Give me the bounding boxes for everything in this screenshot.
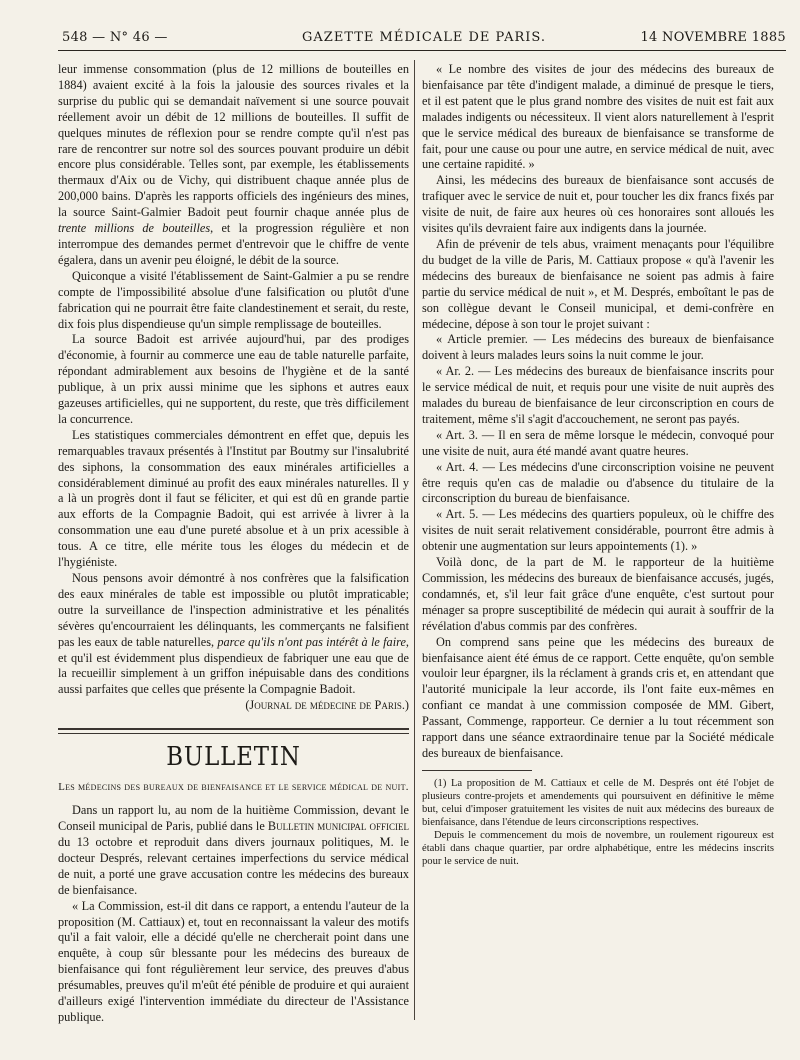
footnote bbox=[422, 777, 774, 868]
column-divider bbox=[414, 60, 415, 1020]
paragraph: « Art. 5. — Les médecins des quartiers populeux, où le chiffre des visites de nuit serait relativement considérable, pourront être admis à obtenir une augmentation sur leurs appointements (1). » bbox=[422, 507, 774, 554]
paragraph: « Article premier. — Les médecins des bureaux de bienfaisance doivent à leurs malades leurs soins la nuit comme le jour. bbox=[422, 332, 774, 363]
page-number: 548 — N° 46 — bbox=[62, 30, 168, 45]
paragraph: Nous pensons avoir démontré à nos confrères que la falsification des eaux minérales de table est impossible ou plutôt impraticable; outre la surveillance de l'inspection administrative et les pénalités sévères qu'encourraient les délinquants, les commerçants ne falsifient pas les eaux de table naturelles, parce qu'ils n'ont pas intérêt à le faire, et qu'il est évidemment plus dispendieux de fabriquer une eau que de la recueillir simplement à un griffon inépuisable dans des conditions aussi parfaites que celles que présente la Compagnie Badoit. bbox=[58, 571, 409, 697]
right-column bbox=[422, 62, 774, 868]
bulletin-heading: BULLETIN bbox=[166, 742, 301, 773]
paragraph: Les statistiques commerciales démontrent en effet que, depuis les remarquables travaux présentés à l'Institut par Boutmy sur l'insalubrité des siphons, la consommation des eaux minérales artificielles a considérablement diminué au profit des eaux minérales naturelles. Il y a là un progrès dont il faut se féliciter, et qui est dû en grande partie aux efforts de la Compagnie Badoit, qui est arrivée à livrer à la consommation une eau d'une pureté absolue et à un prix acessible à tous. A ce titre, elle mérite tous les éloges du médecin et de l'hygiéniste. bbox=[58, 427, 409, 570]
paragraph: Quiconque a visité l'établissement de Saint-Galmier a pu se rendre compte de l'impossibilité absolue d'une falsification ou plutôt d'une fabrication qui ne pourrait être faite clandestinement et serait, du reste, dix fois plus dispendieuse qu'un simple remplissage de bouteilles. bbox=[58, 268, 409, 331]
page-header bbox=[62, 30, 786, 50]
paragraph: Ainsi, les médecins des bureaux de bienfaisance sont accusés de trafiquer avec le service de nuit et, pour toucher les dix francs fixés par visite de nuit, de faire aux heures où ces honoraires sont alloués les visites qu'ils devraient faire aux indigents dans la journée. bbox=[422, 173, 774, 236]
paragraph: On comprend sans peine que les médecins des bureaux de bienfaisance aient été émus de ce rapport. Cette enquête, qu'on semble vouloir leur épargner, ils la réclament à grands cris et, en attendant que l'autorité municipale la leur accorde, ils l'ont faite eux-mêmes en confiant ce mandat à une commission composée de MM. Gibert, Passant, Commenge, rapporteur. Ce dernier a lu tout récemment son rapport dans une séance extraordinaire tenue par la Société médicale des bureaux de bienfaisance. bbox=[422, 634, 774, 760]
paragraph: Voilà donc, de la part de M. le rapporteur de la huitième Commission, les médecins des bureaux de bienfaisance accusés, jugés, condamnés, et, s'il leur fait grâce d'une enquête, c'est surtout pour ménager sa propre susceptibilité de médecin qui aurait à souffrir de la révélation d'abus commis par des confrères. bbox=[422, 555, 774, 633]
header-rule bbox=[58, 50, 786, 51]
paragraph: Afin de prévenir de tels abus, vraiment menaçants pour l'équilibre du budget de la ville de Paris, M. Cattiaux propose « qu'à l'avenir les médecins des bureaux de bienfaisance ne soient pas admis à faire partie du service médical de nuit », et M. Després, emboîtant le pas de son collègue devant le Conseil municipal, et demi-confrère en médecine, dépose à son tour le projet suivant : bbox=[422, 236, 774, 331]
article-title: Les médecins des bureaux de bienfaisance et le service médical de nuit. bbox=[58, 781, 409, 794]
footnote-text: (1) La proposition de M. Cattiaux et celle de M. Després ont été l'objet de plusieurs contre-projets et amendements qui poursuivent en définitive le même but, celui d'imposer gratuitement les visites de nuit aux médecins des bureaux de bienfaisance, dans l'étendue de leurs circonscriptions respectives. bbox=[422, 777, 774, 828]
paragraph: leur immense consommation (plus de 12 millions de bouteilles en 1884) avaient excité à la fois la jalousie des sources rivales et la surprise du public qui se demandait naïvement si une source pouvait réellement avoir un débit de 12 millions de bouteilles. Il suffit de quelques minutes de réflexion pour se rendre compte qu'il n'est pas rare de rencontrer sur notre sol des sources pouvant produire un débit encore plus considérable. Telles sont, par exemple, les établissements thermaux d'Aix ou de Vichy, qui distribuent chaque année plus de 200,000 bains. D'après les rapports officiels des ingénieurs des mines, la source Saint-Galmier Badoit peut fournir chaque année plus de trente millions de bouteilles, et la progression régulière et non interrompue des demandes permet d'entrevoir que le chiffre de vente égalera, dans un avenir peu éloigné, le débit de la source. bbox=[58, 62, 409, 267]
section-divider bbox=[58, 728, 409, 734]
paragraph: « Art. 3. — Il en sera de même lorsque le médecin, convoqué pour une visite de nuit, aura été mandé avant quatre heures. bbox=[422, 427, 774, 458]
paragraph: « Ar. 2. — Les médecins des bureaux de bienfaisance inscrits pour le service médical de nuit, et requis pour une visite de nuit auprès des malades du bureau de bienfaisance de leur circonscription en cours de traitement, même s'il s'agit d'accouchement, ne seront pas payés. bbox=[422, 364, 774, 426]
paragraph: Dans un rapport lu, au nom de la huitième Commission, devant le Conseil municipal de Paris, publié dans le Bulletin municipal officiel du 13 octobre et reproduit dans divers journaux politiques, M. le docteur Després, relevant certaines imperfections du service médical de nuit, a porté une grave accusation contre les médecins des bureaux de bienfaisance. bbox=[58, 803, 409, 897]
footnote-rule bbox=[422, 770, 532, 771]
source-signature: (Journal de médecine de Paris.) bbox=[245, 698, 409, 713]
paragraph: « Le nombre des visites de jour des médecins des bureaux de bienfaisance par tête d'indigent malade, a diminué de presque le tiers, et il est patent que le plus grand nombre des visites de nuit est fait aux malades indigents ou nécessiteux. Il vient alors naturellement à l'esprit que le service médical des bureaux de bienfaisance se transforme de fait, pour une cause ou pour une autre, en service médical de nuit, avec une certaine rapidité. » bbox=[422, 62, 774, 172]
paragraph: La source Badoit est arrivée aujourd'hui, par des prodiges d'économie, à fournir au commerce une eau de table naturelle parfaite, répondant admirablement aux besoins de l'hygiène et de la santé publique, à un prix aussi minime que les siphons et autres eaux gazeuses artificielles, qui ne supportent, du reste, que très difficilement la concurrence. bbox=[58, 332, 409, 426]
paragraph: « Art. 4. — Les médecins d'une circonscription voisine ne peuvent être requis qu'en cas de maladie ou d'absence du titulaire de la circonscription du bureau de bienfaisance. bbox=[422, 459, 774, 506]
footnote-text: Depuis le commencement du mois de novembre, un roulement rigoureux est établi dans chaque quartier, par ordre alphabétique, entre les médecins inscrits pour le service de nuit. bbox=[422, 829, 774, 867]
issue-date: 14 NOVEMBRE 1885 bbox=[640, 30, 786, 45]
journal-title: GAZETTE MÉDICALE DE PARIS. bbox=[302, 30, 546, 45]
left-column bbox=[58, 62, 409, 1026]
paragraph: « La Commission, est-il dit dans ce rapport, a entendu l'auteur de la proposition (M. Cattiaux) et, tout en reconnaissant la valeur des motifs qu'il a fait valoir, elle a décidé qu'elle ne chercherait point dans une enquête, à coup sûr blessante pour les médecins des bureaux de bienfaisance qui font régulièrement leur service, des preuves d'abus présumables, preuves qu'il m'eût été pénible de produire et qui auraient d'ailleurs exigé l'intervention immédiate du directeur de l'Assistance publique. bbox=[58, 898, 409, 1024]
